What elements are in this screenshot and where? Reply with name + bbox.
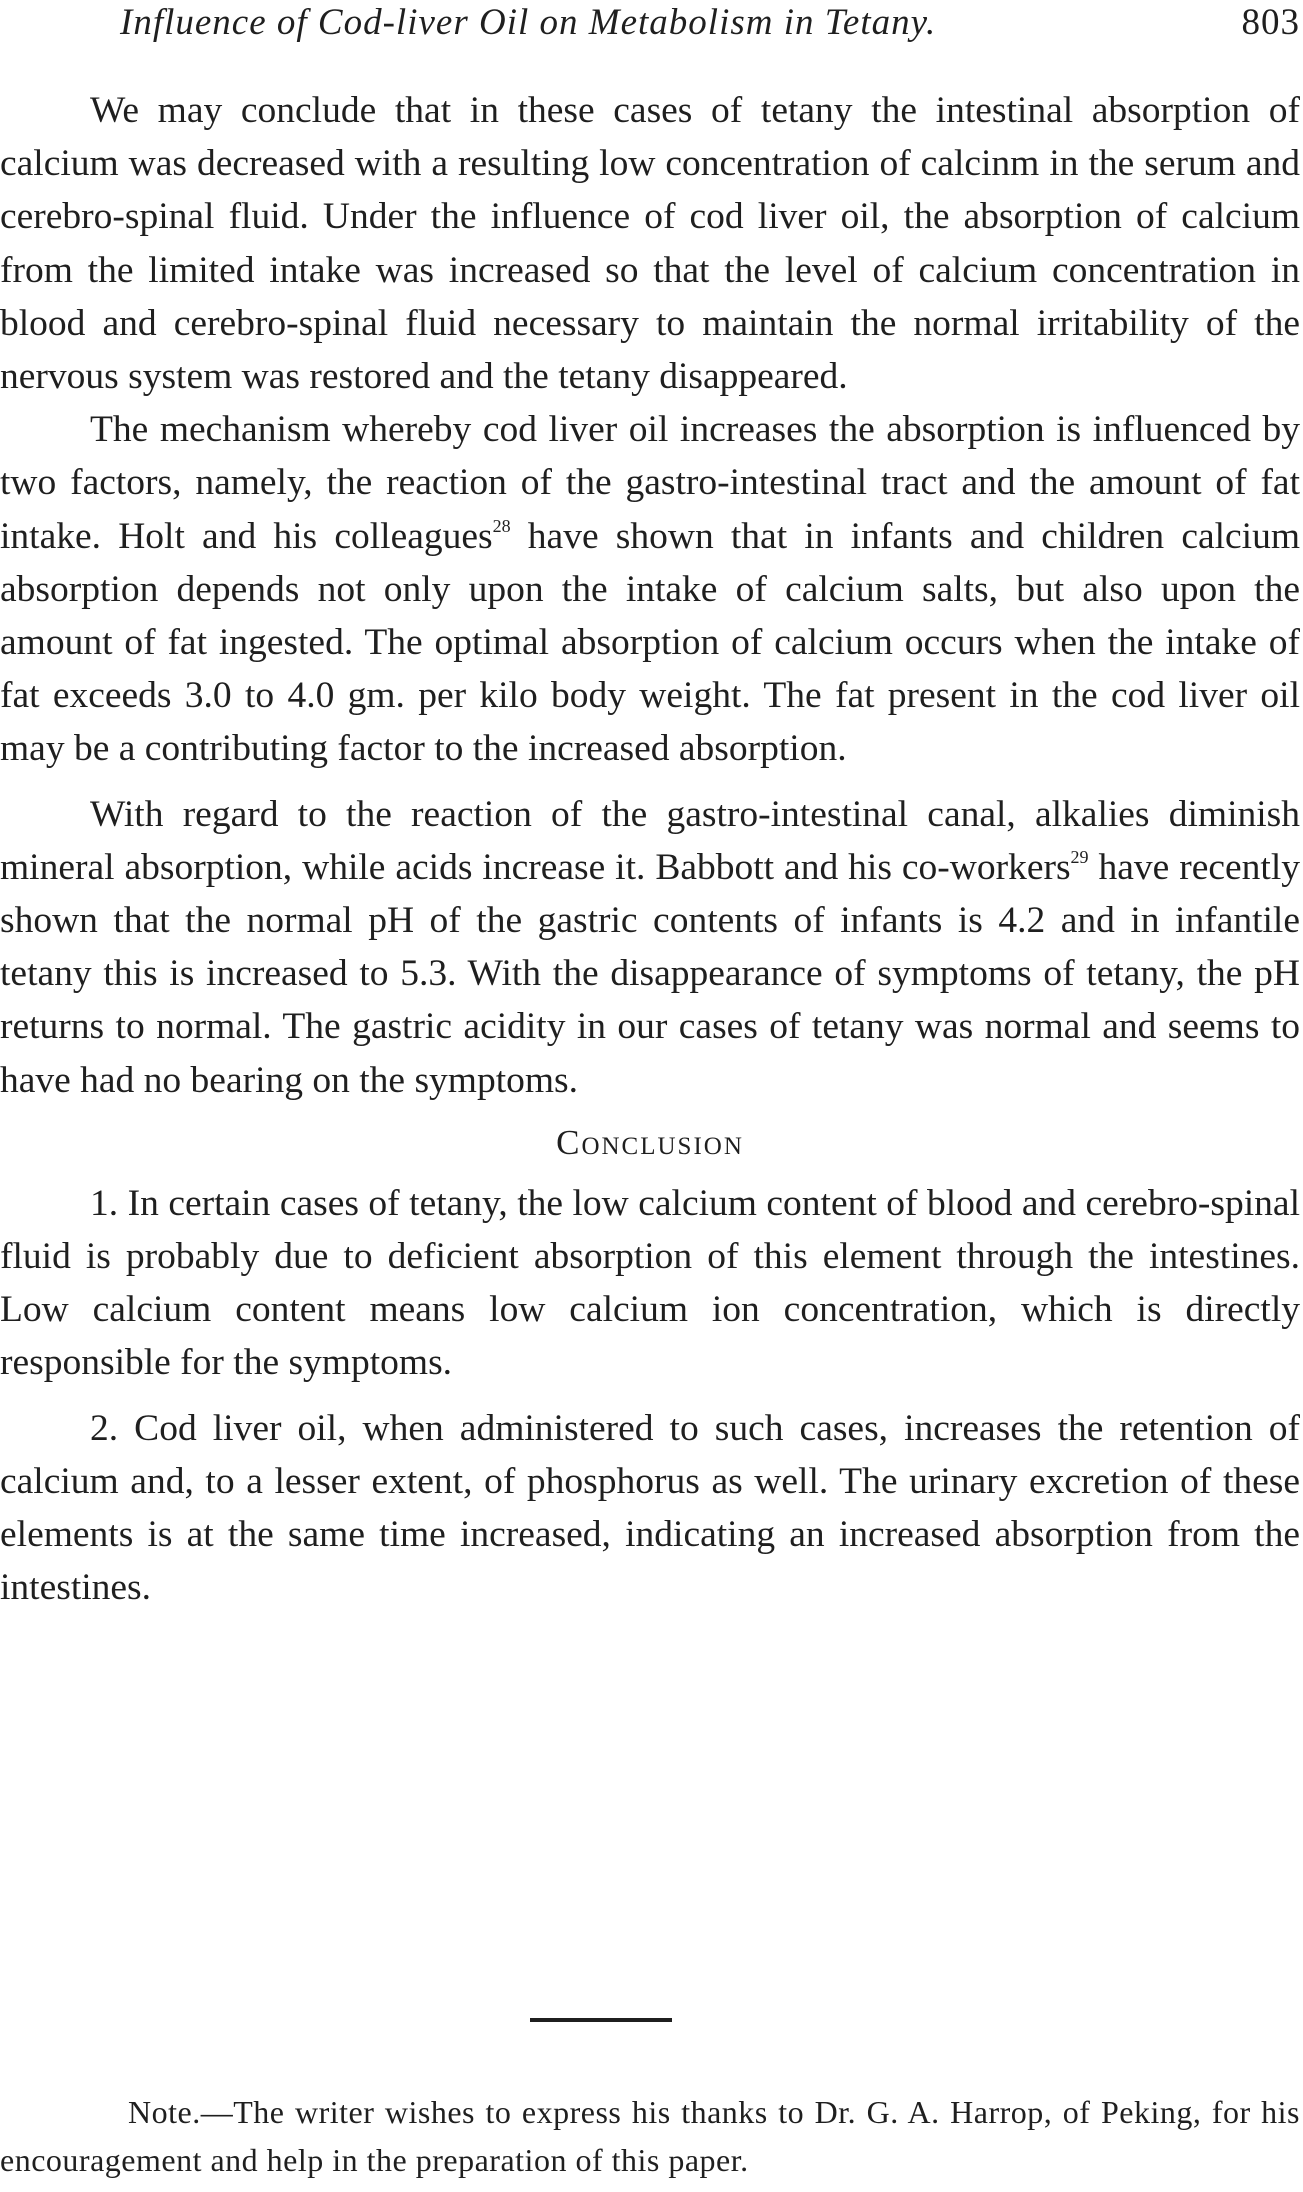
section-divider: [530, 2018, 672, 2022]
running-head: [120, 0, 1300, 46]
body-text: [0, 84, 1300, 1614]
paragraph-reaction: [0, 788, 1300, 1107]
paragraph-text-continued: have recently shown that the normal pH of the gastric contents of infants is 4.2 and in infantile tetany this is increased to 5.3. With the disappearance of symptoms of tetany, the pH returns to normal. The gastric acidity in our cases of tetany was normal and seems to have had no bearing on the symptoms.: [0, 846, 1301, 1101]
running-title: Influence of Cod-liver Oil on Metabolism in Tetany.: [120, 2, 937, 43]
conclusion-item-2: 2. Cod liver oil, when administered to such cases, increases the retention of calcium and, to a lesser extent, of phosphorus as well. The urinary excretion of these elements is at the same time increased, indicating an increased absorption from the intestines.: [0, 1407, 1300, 1609]
paragraph-text: The mechanism whereby cod liver oil increases the absorption is influenced by two factors, namely, the reaction of the gastro-intestinal tract and the amount of fat intake. Holt and his colleagues: [0, 409, 1300, 557]
paragraph-text: We may conclude that in these cases of tetany the intestinal absorption of calcium was decreased with a resulting low concentration of calcinm in the serum and cerebro-spinal fluid. Under the influence of cod liver oil, the absorption of calcium from the limited intake was increased so that the level of calcium concentration in blood and cerebro-spinal fluid necessary to maintain the normal irritability of the nervous system was restored and the tetany disappeared.: [0, 90, 1300, 398]
conclusion-heading: Conclusion: [556, 1122, 744, 1162]
paragraph-text: With regard to the reaction of the gastro-intestinal canal, alkalies diminish mineral absorption, while acids increase it. Babbott and his co-workers: [0, 793, 1300, 888]
paragraph-mechanism: [0, 403, 1300, 775]
footnote-ref-28: 28: [492, 515, 511, 536]
conclusion-item-1: 1. In certain cases of tetany, the low calcium content of blood and cerebro-spinal fluid is probably due to deficient absorption of this element through the intestines. Low calcium content means low calcium ion concentration, which is directly responsible for the symptoms.: [0, 1182, 1300, 1384]
paragraph-text-continued: have shown that in infants and children calcium absorption depends not only upon the intake of calcium salts, but also upon the amount of fat ingested. The optimal absorption of calcium occurs when the intake of fat exceeds 3.0 to 4.0 gm. per kilo body weight. The fat present in the cod liver oil may be a contributing factor to the increased absorption.: [0, 515, 1301, 770]
acknowledgement-note: Note.—The writer wishes to express his thanks to Dr. G. A. Harrop, of Peking, for his encouragement and help in the preparation of this paper.: [0, 2094, 1300, 2178]
footnote-ref-29: 29: [1070, 846, 1089, 867]
paragraph-conclusion-summary: [0, 84, 1300, 403]
page-number: 803: [1241, 2, 1300, 43]
